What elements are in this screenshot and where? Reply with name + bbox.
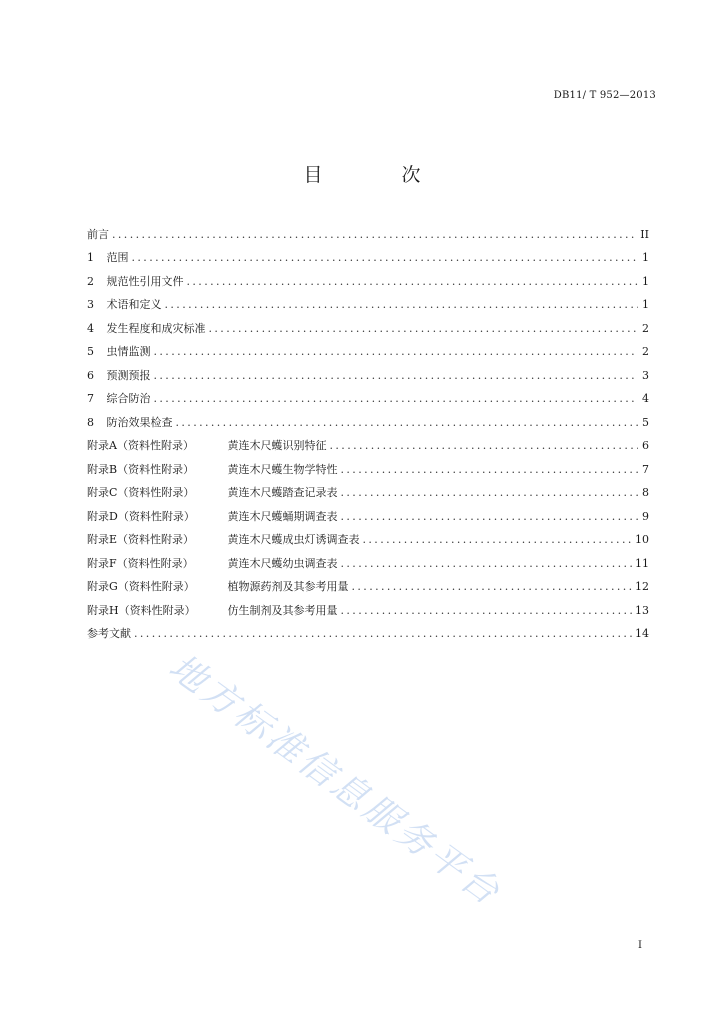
- toc-item-number: 1: [87, 251, 94, 264]
- toc-item-terms[interactable]: [87, 289, 649, 313]
- dot-leader: [154, 369, 639, 383]
- dot-leader: [330, 439, 639, 453]
- dot-leader: [341, 557, 633, 571]
- dot-leader: [209, 322, 639, 336]
- toc-page-number: 1: [642, 298, 649, 311]
- annex-title: 黄连木尺蠖幼虫调查表: [227, 556, 338, 570]
- toc-page-number: 2: [642, 321, 649, 335]
- table-of-contents: [87, 218, 649, 641]
- annex-title: 植物源药剂及其参考用量: [227, 580, 349, 593]
- toc-item-label: 范围: [106, 251, 129, 264]
- dot-leader: [132, 251, 639, 265]
- standard-code: DB11/ T 952—2013: [553, 90, 656, 101]
- toc-page-number: 10: [635, 533, 649, 546]
- toc-item-label: 预测预报: [106, 368, 151, 382]
- toc-page-number: 8: [642, 486, 649, 499]
- toc-item-references[interactable]: [87, 618, 649, 642]
- toc-page-number: 6: [642, 439, 649, 452]
- toc-item-label: 综合防治: [106, 392, 151, 405]
- toc-item-number: 3: [87, 298, 94, 311]
- toc-annex-b[interactable]: [87, 453, 649, 477]
- toc-annex-c[interactable]: [87, 477, 649, 501]
- toc-item-label: 虫情监测: [106, 345, 151, 358]
- toc-item-number: 7: [87, 392, 94, 405]
- annex-type: 附录E（资料性附录）: [87, 533, 195, 546]
- toc-annex-h[interactable]: [87, 594, 649, 618]
- toc-item-label: 参考文献: [87, 627, 131, 640]
- toc-page-number: 9: [642, 509, 649, 523]
- dot-leader: [187, 275, 639, 289]
- annex-type: 附录G（资料性附录）: [87, 580, 195, 593]
- annex-type: 附录C（资料性附录）: [87, 486, 195, 499]
- toc-page-number: 7: [642, 462, 649, 476]
- page-title: 目 次: [303, 164, 451, 186]
- annex-title: 仿生制剂及其参考用量: [227, 603, 338, 617]
- dot-leader: [112, 228, 637, 242]
- toc-page-number: II: [640, 227, 649, 241]
- toc-item-effect-check[interactable]: [87, 406, 649, 430]
- page-number: I: [638, 940, 642, 951]
- annex-type: 附录D（资料性附录）: [87, 509, 195, 523]
- toc-annex-e[interactable]: [87, 524, 649, 548]
- toc-item-number: 4: [87, 321, 94, 335]
- toc-page-number: 5: [642, 415, 649, 429]
- annex-title: 黄连木尺蠖踏查记录表: [227, 486, 338, 499]
- toc-item-label: 术语和定义: [106, 298, 162, 311]
- dot-leader: [341, 486, 639, 500]
- toc-item-number: 2: [87, 274, 94, 288]
- toc-page-number: 14: [635, 627, 649, 640]
- toc-page-number: 1: [642, 274, 649, 288]
- annex-title: 黄连木尺蠖蛹期调查表: [227, 509, 338, 523]
- dot-leader: [341, 463, 639, 477]
- toc-annex-a[interactable]: [87, 430, 649, 454]
- dot-leader: [165, 298, 639, 312]
- annex-title: 黄连木尺蠖成虫灯诱调查表: [227, 533, 360, 546]
- toc-item-label: 防治效果检查: [106, 415, 173, 429]
- toc-page-number: 3: [642, 368, 649, 382]
- watermark: 地方标准信息服务平台: [161, 646, 509, 915]
- dot-leader: [154, 392, 639, 406]
- toc-item-control[interactable]: [87, 383, 649, 407]
- annex-title: 黄连木尺蠖生物学特性: [227, 462, 338, 476]
- toc-annex-f[interactable]: [87, 547, 649, 571]
- toc-item-foreword[interactable]: [87, 218, 649, 242]
- toc-annex-g[interactable]: [87, 571, 649, 595]
- toc-page-number: 13: [635, 603, 649, 617]
- toc-item-label: 前言: [87, 227, 109, 241]
- dot-leader: [134, 627, 632, 641]
- dot-leader: [154, 345, 639, 359]
- toc-item-number: 6: [87, 368, 94, 382]
- dot-leader: [363, 533, 633, 547]
- toc-item-number: 5: [87, 345, 94, 358]
- annex-type: 附录A（资料性附录）: [87, 439, 194, 452]
- toc-item-label: 发生程度和成灾标准: [106, 321, 206, 335]
- annex-type: 附录F（资料性附录）: [87, 556, 194, 570]
- toc-page-number: 1: [642, 251, 649, 264]
- toc-page-number: 2: [642, 345, 649, 358]
- toc-item-forecast[interactable]: [87, 359, 649, 383]
- toc-item-label: 规范性引用文件: [106, 274, 184, 288]
- toc-item-scope[interactable]: [87, 242, 649, 266]
- annex-title: 黄连木尺蠖识别特征: [227, 439, 327, 452]
- dot-leader: [341, 510, 639, 524]
- toc-annex-d[interactable]: [87, 500, 649, 524]
- toc-page-number: 12: [635, 580, 649, 593]
- toc-item-normative-references[interactable]: [87, 265, 649, 289]
- toc-item-number: 8: [87, 415, 94, 429]
- annex-type: 附录B（资料性附录）: [87, 462, 195, 476]
- toc-page-number: 4: [642, 392, 649, 405]
- dot-leader: [341, 604, 633, 618]
- dot-leader: [352, 580, 633, 594]
- dot-leader: [176, 416, 639, 430]
- toc-page-number: 11: [635, 556, 649, 570]
- annex-type: 附录H（资料性附录）: [87, 603, 196, 617]
- toc-item-monitoring[interactable]: [87, 336, 649, 360]
- toc-item-occurrence[interactable]: [87, 312, 649, 336]
